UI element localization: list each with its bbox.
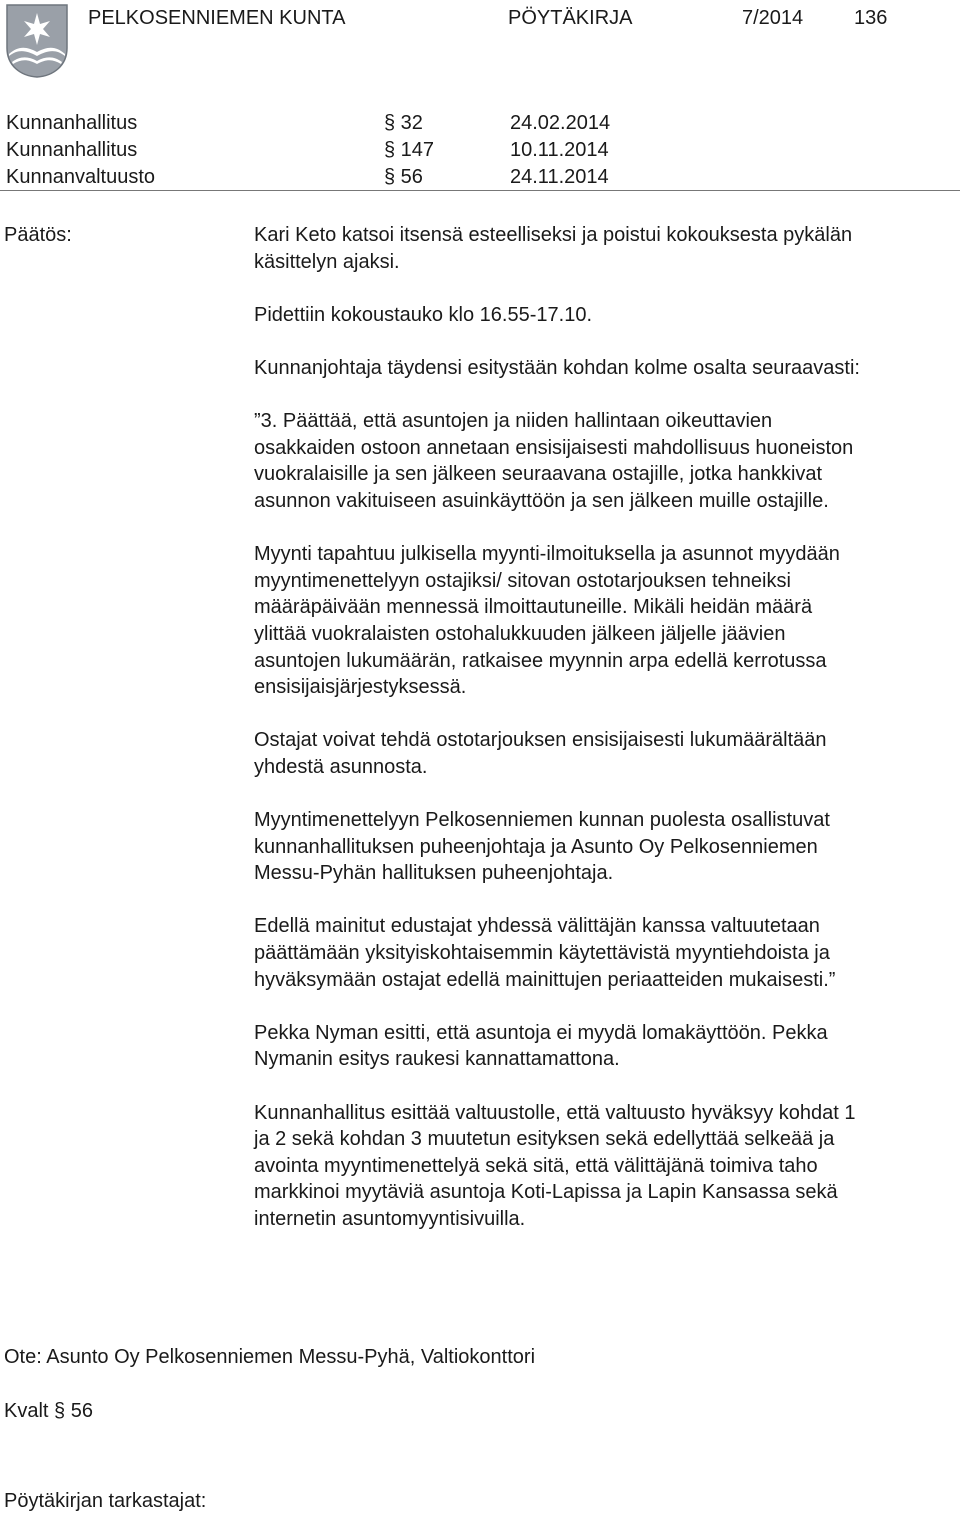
decision-paragraph: Myyntimenettelyyn Pelkosenniemen kunnan puolesta osallistuvat kunnanhallituksen puheenjohtaja ja Asunto Oy Pelkosenniemen Messu-Pyhän hallituksen puheenjohtaja. (254, 809, 830, 885)
decision-label: Päätös: (4, 224, 72, 246)
decision-paragraph: Ostajat voivat tehdä ostotarjouksen ensisijaisesti lukumäärältään yhdestä asunnosta. (254, 729, 827, 778)
decision-paragraph: Pekka Nyman esitti, että asuntoja ei myydä lomakäyttöön. Pekka Nymanin esitys raukesi kannattamattona. (254, 1021, 828, 1071)
council-section-ref: Kvalt § 56 (4, 1400, 93, 1422)
reference-date: 24.11.2014 (510, 166, 609, 188)
excerpt-recipients: Ote: Asunto Oy Pelkosenniemen Messu-Pyhä, Valtiokonttori (4, 1346, 536, 1368)
minutes-reviewers-label: Pöytäkirjan tarkastajat: (4, 1490, 207, 1512)
municipality-crest-icon (6, 4, 68, 78)
decision-paragraph: Kari Keto katsoi itsensä esteelliseksi ja poistui kokouksesta pykälän käsittelyn ajaksi. (254, 224, 853, 273)
reference-section: § 56 (384, 166, 423, 188)
header-doc-type: PÖYTÄKIRJA (508, 7, 633, 29)
reference-body: Kunnanhallitus (6, 139, 138, 161)
decision-paragraph: Kunnanhallitus esittää valtuustolle, että valtuusto hyväksyy kohdat 1 ja 2 sekä kohdan 3 muutetun esityksen sekä edellyttää selkeää ja avointa myyntimenettelyä sekä sitä, että välittäjänä toimiva taho markkinoi myytäviä asuntoja Koti-Lapissa ja Lapin Kansassa sekä internetin asuntomyyntisivuilla. (254, 1101, 856, 1230)
header-issue: 7/2014 (742, 7, 804, 29)
decision-paragraph: Pidettiin kokoustauko klo 16.55-17.10. (254, 303, 592, 326)
reference-date: 10.11.2014 (510, 139, 609, 161)
reference-body: Kunnanvaltuusto (6, 166, 156, 188)
reference-section: § 32 (384, 112, 423, 134)
header-page-number: 136 (854, 7, 888, 29)
reference-body: Kunnanhallitus (6, 112, 138, 134)
decision-paragraph: Edellä mainitut edustajat yhdessä välittäjän kanssa valtuutetaan päättämään yksityiskohtaisemmin käytettävistä myyntiehdoista ja hyväksymään ostajat edellä mainittujen periaatteiden mukaisesti.” (254, 915, 836, 991)
reference-divider (0, 190, 960, 191)
decision-paragraph: Kunnanjohtaja täydensi esitystään kohdan kolme osalta seuraavasti: (254, 356, 860, 379)
decision-paragraph: ”3. Päättää, että asuntojen ja niiden hallintaan oikeuttavien osakkaiden ostoon annetaan ensisijaisesti mahdollisuus huoneiston vuokralaisille ja sen jälkeen seuraavana ostajille, jotka hankkivat asunnon vakituiseen asuinkäyttöön ja sen jälkeen muille ostajille. (254, 410, 854, 512)
reference-section: § 147 (384, 139, 435, 161)
header-municipality: PELKOSENNIEMEN KUNTA (88, 7, 346, 29)
decision-paragraph: Myynti tapahtuu julkisella myynti-ilmoituksella ja asunnot myydään myyntimenettelyyn ostajiksi/ sitovan ostotarjouksen tehneiksi määräpäivään mennessä ilmoittautuneille. Mikäli heidän määrä ylittää vuokralaisten ostohalukkuuden jälkeen jäljelle jäävien asuntojen lukumäärän, ratkaisee myynnin arpa edellä kerrotussa ensisijaisjärjestyksessä. (254, 543, 840, 699)
decision-body (254, 222, 958, 1259)
reference-date: 24.02.2014 (510, 112, 611, 134)
